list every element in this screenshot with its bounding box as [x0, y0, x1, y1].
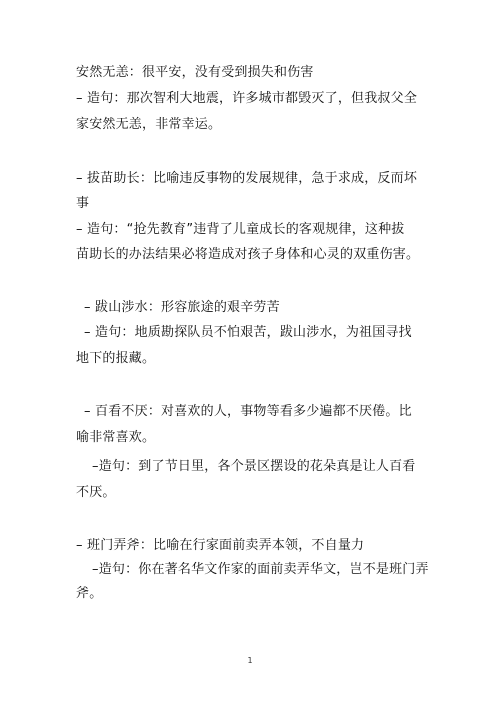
- example-sentence: – 造句：“抢先教育”违背了儿童成长的客观规律，这种拔: [76, 222, 405, 237]
- example-sentence: –造句：到了节日里，各个景区摆设的花朵真是让人百看: [92, 459, 416, 474]
- idiom-definition: 安然无恙：很平安，没有受到损失和伤害: [76, 65, 314, 80]
- idiom-definition: – 百看不厌：对喜欢的人，事物等看多少遍都不厌倦。比: [84, 404, 412, 419]
- example-sentence: 家安然无恙，非常幸运。: [76, 117, 222, 132]
- example-sentence: – 造句：那次智利大地震，许多城市都毁灭了，但我叔父全: [76, 91, 418, 106]
- example-sentence: 苗助长的办法结果必将造成对孩子身体和心灵的双重伤害。: [76, 247, 420, 262]
- example-sentence: 地下的报藏。: [76, 351, 156, 366]
- idiom-definition: – 班门弄斧：比喻在行家面前卖弄本领，不自量力: [76, 538, 365, 553]
- example-sentence: – 造句：地质勘探队员不怕艰苦，跋山涉水，为祖国寻找: [84, 325, 412, 340]
- page-number: 1: [247, 656, 253, 665]
- example-sentence: 不厌。: [76, 485, 116, 500]
- example-sentence: 斧。: [76, 586, 103, 601]
- idiom-definition: – 跋山涉水：形容旅途的艰辛劳苦: [84, 300, 280, 315]
- idiom-definition: – 拔苗助长：比喻违反事物的发展规律，急于求成，反而坏: [76, 171, 418, 186]
- idiom-definition: 喻非常喜欢。: [76, 430, 156, 445]
- idiom-definition: 事: [76, 196, 90, 211]
- example-sentence: –造句：你在著名华文作家的面前卖弄华文，岂不是班门弄: [92, 562, 429, 577]
